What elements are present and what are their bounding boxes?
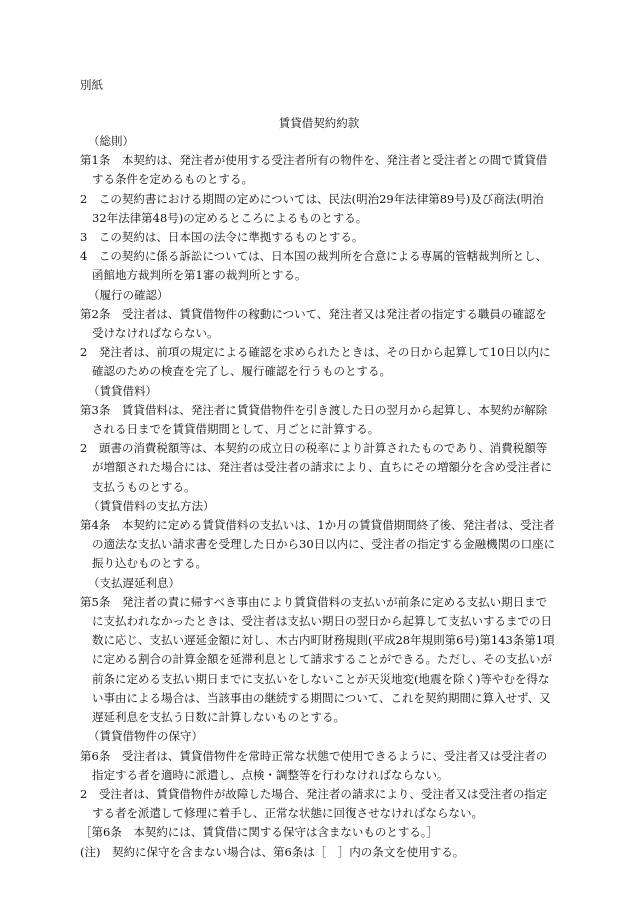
note-text: ［第6条 本契約には、賃貸借に関する保守は含まないものとする。］	[80, 825, 439, 840]
clause-paragraph: 2 受注者は、賃貸借物件が故障した場合、発注者の請求により、受注者又は受注者の指定する者を派遣して修理に着手し、正常な状態に回復させなければならない。	[80, 786, 548, 821]
clause-heading: （賃貸借物件の保守）	[88, 729, 203, 744]
clause-paragraph: 2 この契約書における期間の定めについては、民法(明治29年法律第89号)及び商法(明治32年法律第48号)の定めるところによるものとする。	[80, 191, 544, 225]
document-body	[80, 76, 558, 862]
clause-heading: （支払遅延利息）	[88, 575, 180, 590]
document-title: 賃貸借契約約款	[278, 116, 360, 130]
clause-heading: （賃貸借料の支払方法）	[88, 498, 215, 513]
clause-paragraph: 2 発注者は、前項の規定による確認を求められたときは、その日から起算して10日以内に確認のための検査を完了し、履行確認を行うものとする。	[80, 345, 551, 379]
clause-heading: （賃貸借料）	[88, 383, 157, 398]
clause-paragraph: 第4条 本契約に定める賃貸借料の支払いは、1か月の賃貸借期間終了後、発注者は、受注者の適法な支払い請求書を受理した日から30日以内に、受注者の指定する金融機関の口座に振り込むものとする。	[80, 518, 556, 571]
clause-paragraph: 3 この契約は、日本国の法令に準拠するものとする。	[80, 230, 364, 245]
clauses	[80, 132, 558, 862]
clause-paragraph: 第2条 受注者は、賃貸借物件の稼動について、発注者又は発注者の指定する職員の確認を受けなければならない。	[80, 306, 547, 341]
clause-heading: （履行の確認）	[88, 287, 169, 302]
clause-paragraph: 第5条 発注者の責に帰すべき事由により賃貸借料の支払いが前条に定める支払い期日までに支払われなかったときは、受注者は支払い期日の翌日から起算して支払いするまでの日数に応じ、支払い遅延金額に対し、木古内町財務規則(平成28年規則第6号)第143条第1項に定める割合の計算金額を延滞利息として請求することができる。ただし、その支払いが前条に定める支払い期日までに支払いをしないことが天災地変(地震を除く)等やむを得ない事由による場合は、当該事由の継続する期間について、これを契約期間に算入せず、又遅延利息を支払う日数に計算しないものとする。	[80, 594, 555, 725]
annex-label: 別紙	[80, 78, 103, 92]
clause-paragraph: 第3条 賃貸借料は、発注者に賃貸借物件を引き渡した日の翌月から起算し、本契約が解除される日までを賃貸借期間として、月ごとに計算する。	[80, 402, 548, 437]
clause-paragraph: 第6条 受注者は、賃貸借物件を常時正常な状態で使用できるように、受注者又は受注者の指定する者を適時に派遣し、点検・調整等を行わなければならない。	[80, 748, 548, 782]
clause-heading: （総則）	[88, 134, 134, 148]
clause-paragraph: 第1条 本契約は、発注者が使用する受注者所有の物件を、発注者と受注者との間で賃貸借する条件を定めるものとする。	[80, 153, 548, 187]
clause-paragraph: 2 頭書の消費税額等は、本契約の成立日の税率により計算されたものであり、消費税額等が増額された場合には、発注者は受注者の請求により、直ちにその増額分を含め受注者に支払うものとする。	[80, 441, 552, 494]
note-text: (注) 契約に保守を含まない場合は、第6条は［ ］内の条文を使用する。	[80, 844, 465, 859]
clause-paragraph: 4 この契約に係る訴訟については、日本国の裁判所を合意による専属的管轄裁判所とし、函館地方裁判所を第1審の裁判所とする。	[80, 249, 548, 283]
